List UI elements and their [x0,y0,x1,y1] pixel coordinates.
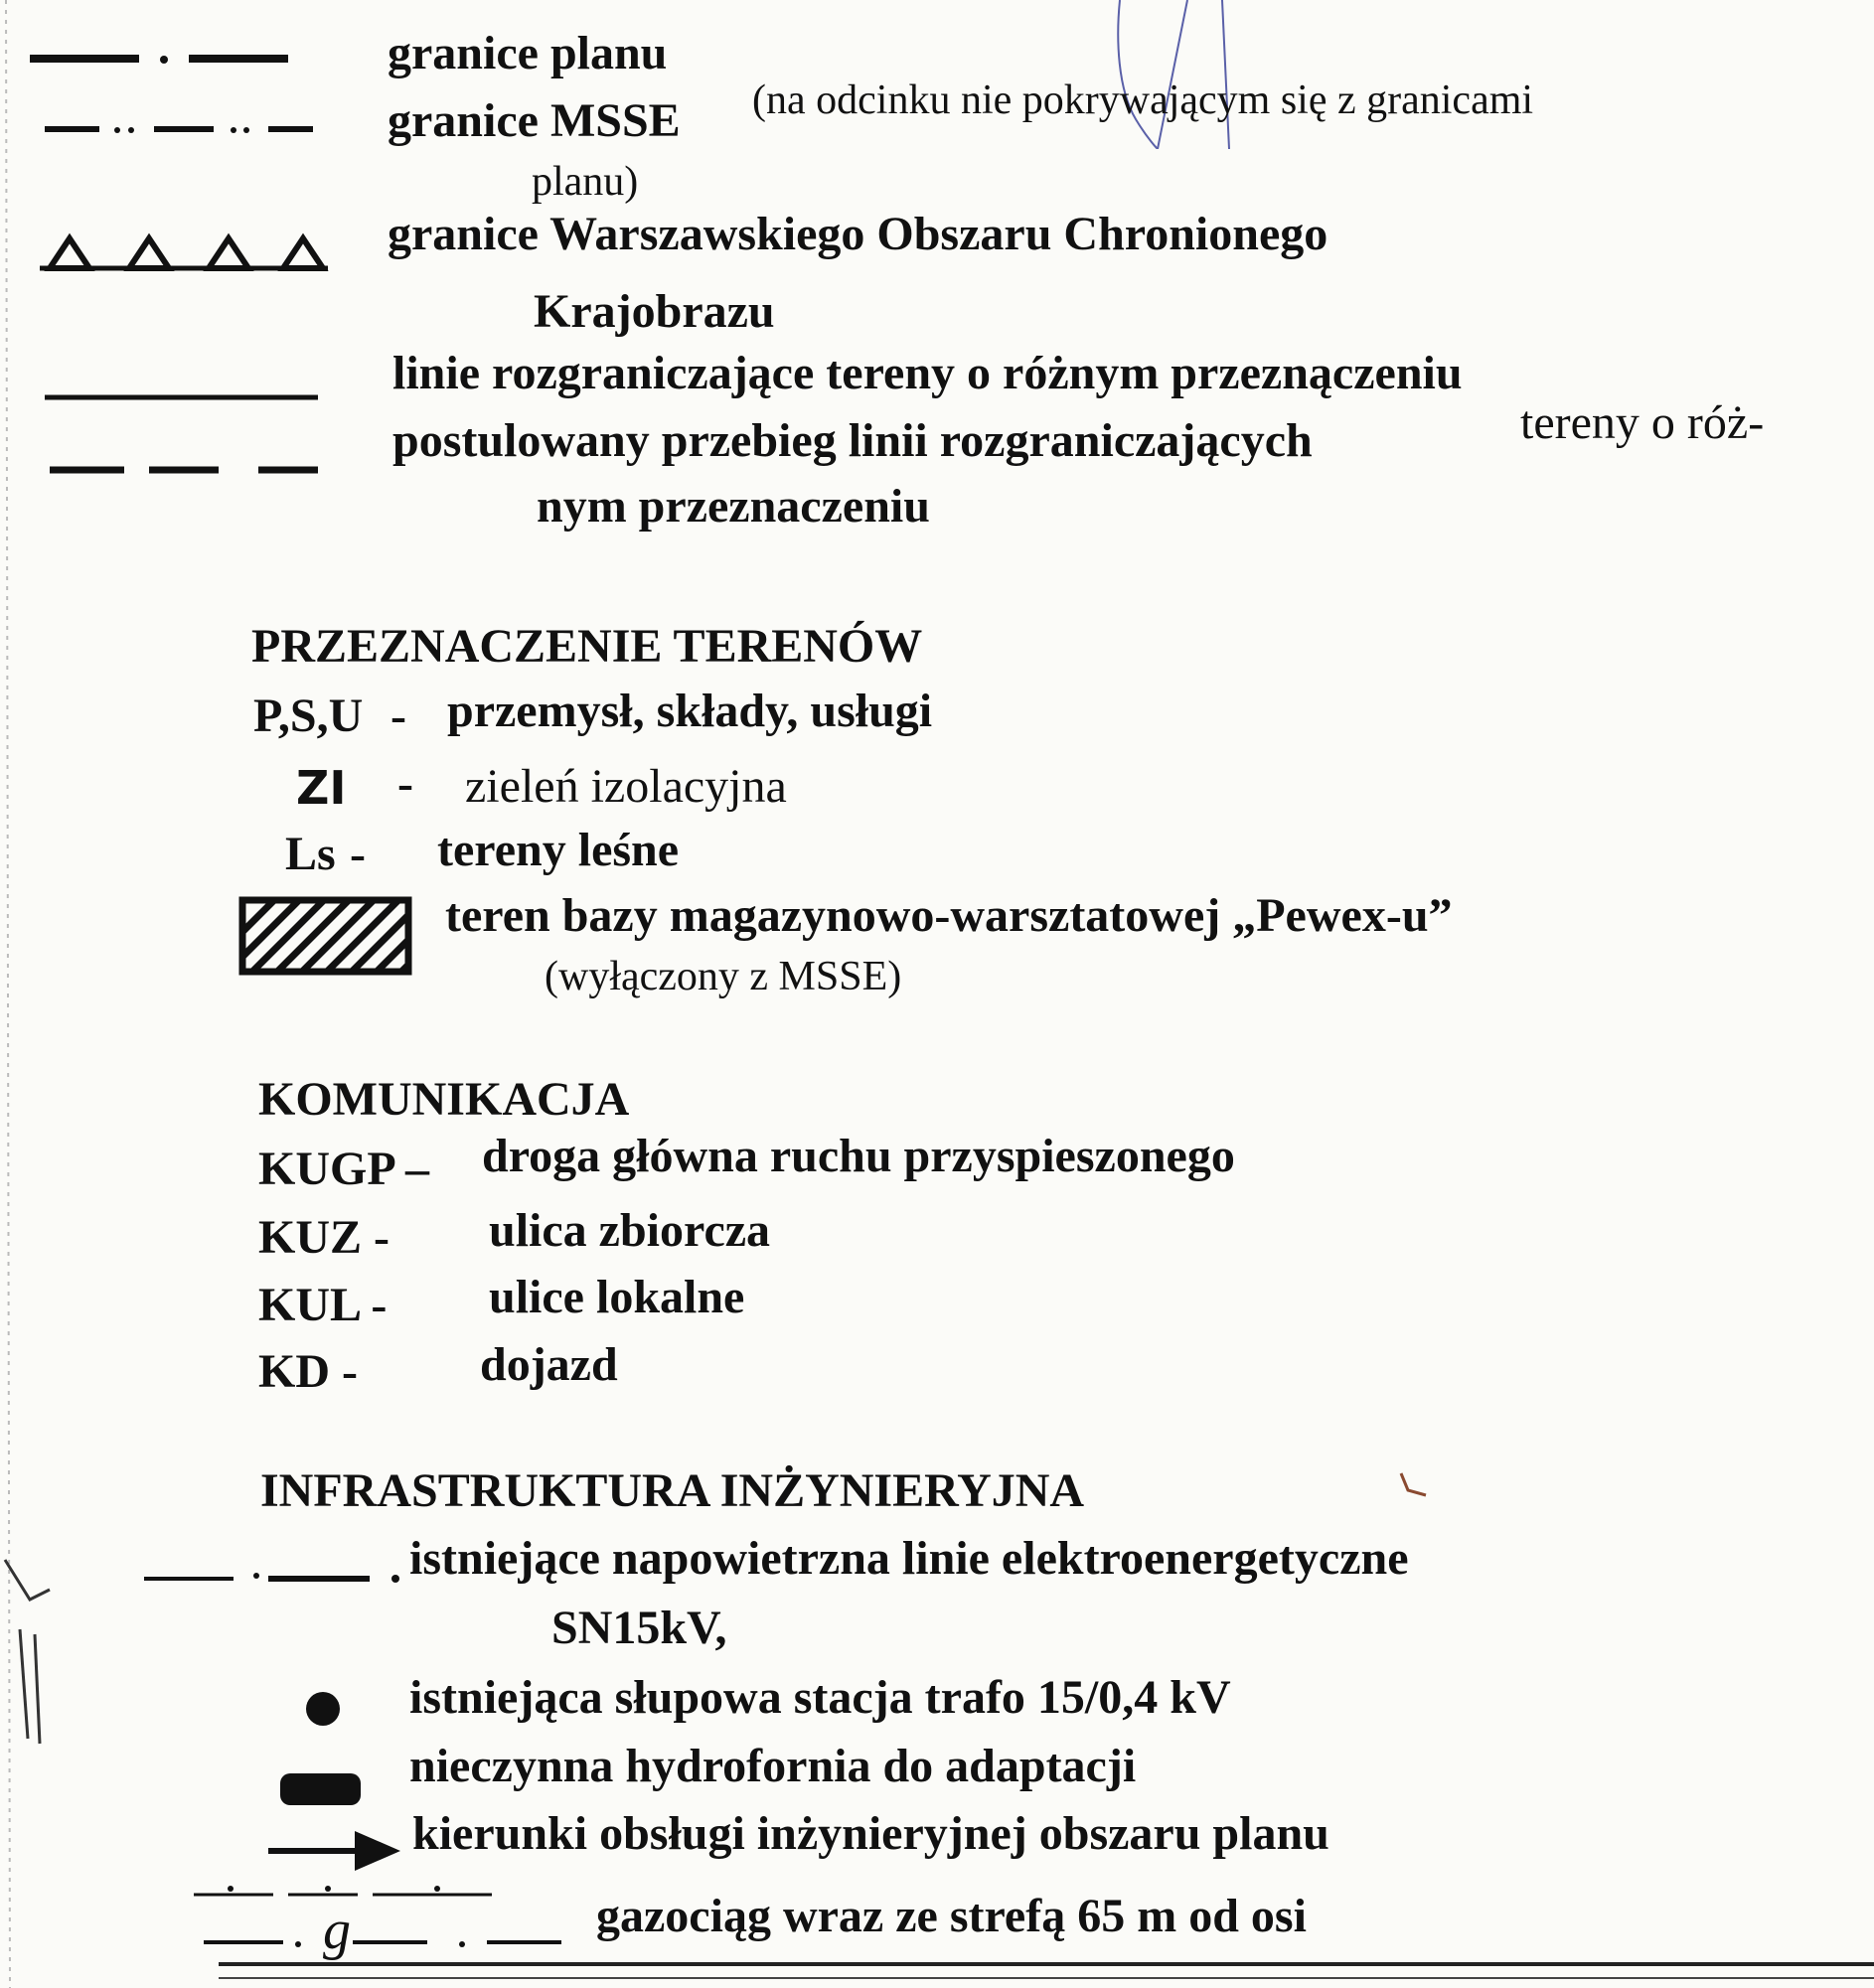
infra-label: istniejące napowietrzna linie elektroenergetyczne [409,1532,1409,1585]
arrow-right-icon [263,1826,407,1876]
filled-rect-icon [278,1771,363,1807]
boundary-note-cont: planu) [532,159,639,205]
dash-dot-line-icon [25,45,303,75]
gas-symbol-letter: g [323,1900,351,1961]
infra-label: nieczynna hydrofornia do adaptacji [409,1740,1137,1792]
hatched-area-label: teren bazy magazynowo-warsztatowej „Pewex-u” [445,889,1453,942]
road-label: ulice lokalne [489,1271,745,1323]
boundary-label: linie rozgraniczające tereny o różnym przeznączeniu [392,347,1463,399]
infra-label-cont: SN15kV, [551,1602,727,1654]
boundary-label-rest: tereny o róż- [1520,396,1765,449]
filled-circle-icon [303,1689,343,1729]
land-use-heading: PRZEZNACZENIE TERENÓW [251,620,923,673]
scan-border-line [219,1977,1874,1979]
transport-heading: KOMUNIKACJA [258,1073,630,1126]
road-code: KD - [258,1345,358,1398]
boundary-label-cont: Krajobrazu [534,285,775,338]
gas-pipeline-icon [189,1883,566,1962]
infra-label: gazociąg wraz ze strefą 65 m od osi [596,1890,1307,1942]
scan-border-line [219,1962,1874,1966]
boundary-label: postulowany przebieg linii rozgraniczających [392,414,1313,467]
land-use-label: zieleń izolacyjna [465,760,787,813]
handwritten-mark-icon [1108,0,1242,149]
boundary-label-cont: nym przeznaczeniu [537,480,930,533]
triangle-line-icon [35,227,333,276]
land-use-label: tereny leśne [437,824,680,876]
land-use-sep: - [350,828,366,880]
boundary-label: granice MSSE [388,94,681,147]
road-code: KUZ - [258,1211,390,1264]
road-label: droga główna ruchu przyspieszonego [482,1130,1235,1182]
land-use-sep: - [397,757,413,810]
infrastructure-heading: INFRASTRUKTURA INŻYNIERYJNA [260,1464,1085,1517]
boundary-label: granice planu [388,27,668,79]
road-label: dojazd [480,1338,618,1391]
infra-label: istniejąca słupowa stacja trafo 15/0,4 kV [409,1671,1231,1724]
dashed-line-icon [50,459,328,481]
power-line-icon [139,1565,407,1590]
hatched-box-icon [238,896,412,976]
road-label: ulica zbiorcza [489,1204,771,1257]
edge-handwriting-icon [0,1550,60,1749]
boundary-label: granice Warszawskiego Obszaru Chronionego [388,208,1328,260]
dash-double-dot-line-icon [40,114,318,144]
infra-label: kierunki obsługi inżynieryjnej obszaru planu [412,1807,1329,1860]
land-use-code: Ls [285,828,336,880]
land-use-code: ZI [296,761,347,815]
road-code: KUL - [258,1279,388,1331]
hatched-area-note: (wyłączony z MSSE) [545,954,902,999]
solid-line-icon [45,387,323,407]
ink-mark-icon [1396,1470,1436,1500]
land-use-code: P,S,U [253,689,364,742]
land-use-sep: - [390,689,406,742]
boundary-note: (na odcinku nie pokrywającym się z granicami [752,77,1534,123]
land-use-label: przemysł, składy, usługi [447,685,933,737]
road-code: KUGP – [258,1143,430,1195]
